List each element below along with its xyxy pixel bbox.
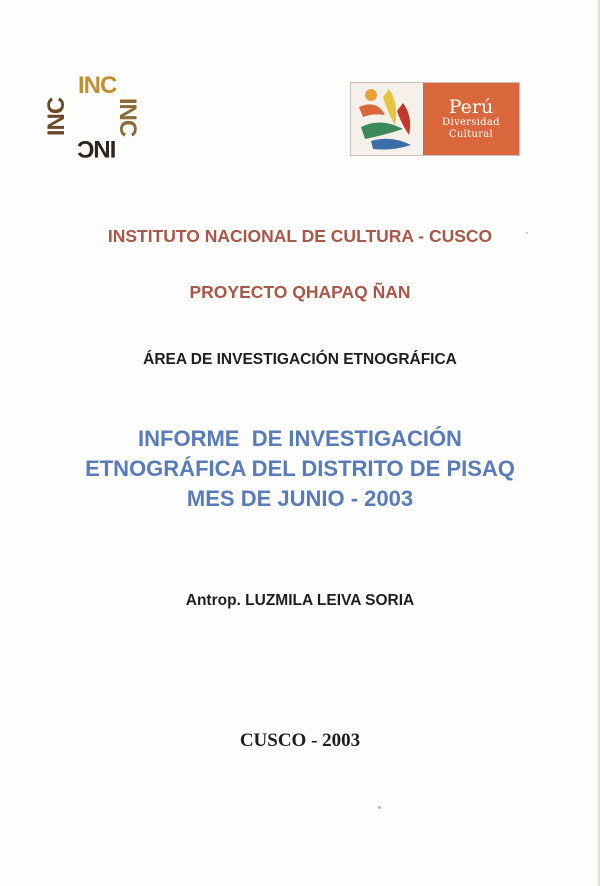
peru-logo-text: [423, 83, 519, 155]
area-heading: ÁREA DE INVESTIGACIÓN ETNOGRÁFICA: [143, 351, 457, 368]
peru-logo-title: Perú: [448, 95, 494, 118]
inc-logo-text-left: INC: [43, 97, 71, 137]
inc-logo-text-right: INC: [114, 97, 142, 137]
report-title-line-3: MES DE JUNIO - 2003: [186, 486, 414, 511]
institution-heading: INSTITUTO NACIONAL DE CULTURA - CUSCO: [107, 226, 493, 246]
inc-logo-text-bottom: INC: [78, 135, 117, 162]
author-name: LUZMILA LEIVA SORIA: [245, 592, 415, 609]
peru-brand-mark-icon: [351, 83, 423, 155]
peru-logo-subtitle-1: Diversidad: [442, 117, 500, 129]
author-prefix: Antrop.: [185, 592, 241, 609]
peru-logo-subtitle-2: Cultural: [448, 129, 494, 141]
inc-logo: [43, 72, 144, 166]
project-heading: PROYECTO QHAPAQ ÑAN: [189, 282, 411, 302]
author-line: [0, 592, 600, 610]
report-title-line-2: ETNOGRÁFICA DEL DISTRITO DE PISAQ: [85, 456, 515, 481]
report-title-line-1: INFORME DE INVESTIGACIÓN: [138, 426, 462, 451]
scan-speck: [378, 806, 381, 809]
scan-speck: [526, 232, 528, 234]
peru-diversidad-cultural-logo: [350, 82, 520, 156]
place-date: CUSCO - 2003: [239, 730, 361, 751]
inc-logo-text-top: INC: [78, 72, 117, 99]
